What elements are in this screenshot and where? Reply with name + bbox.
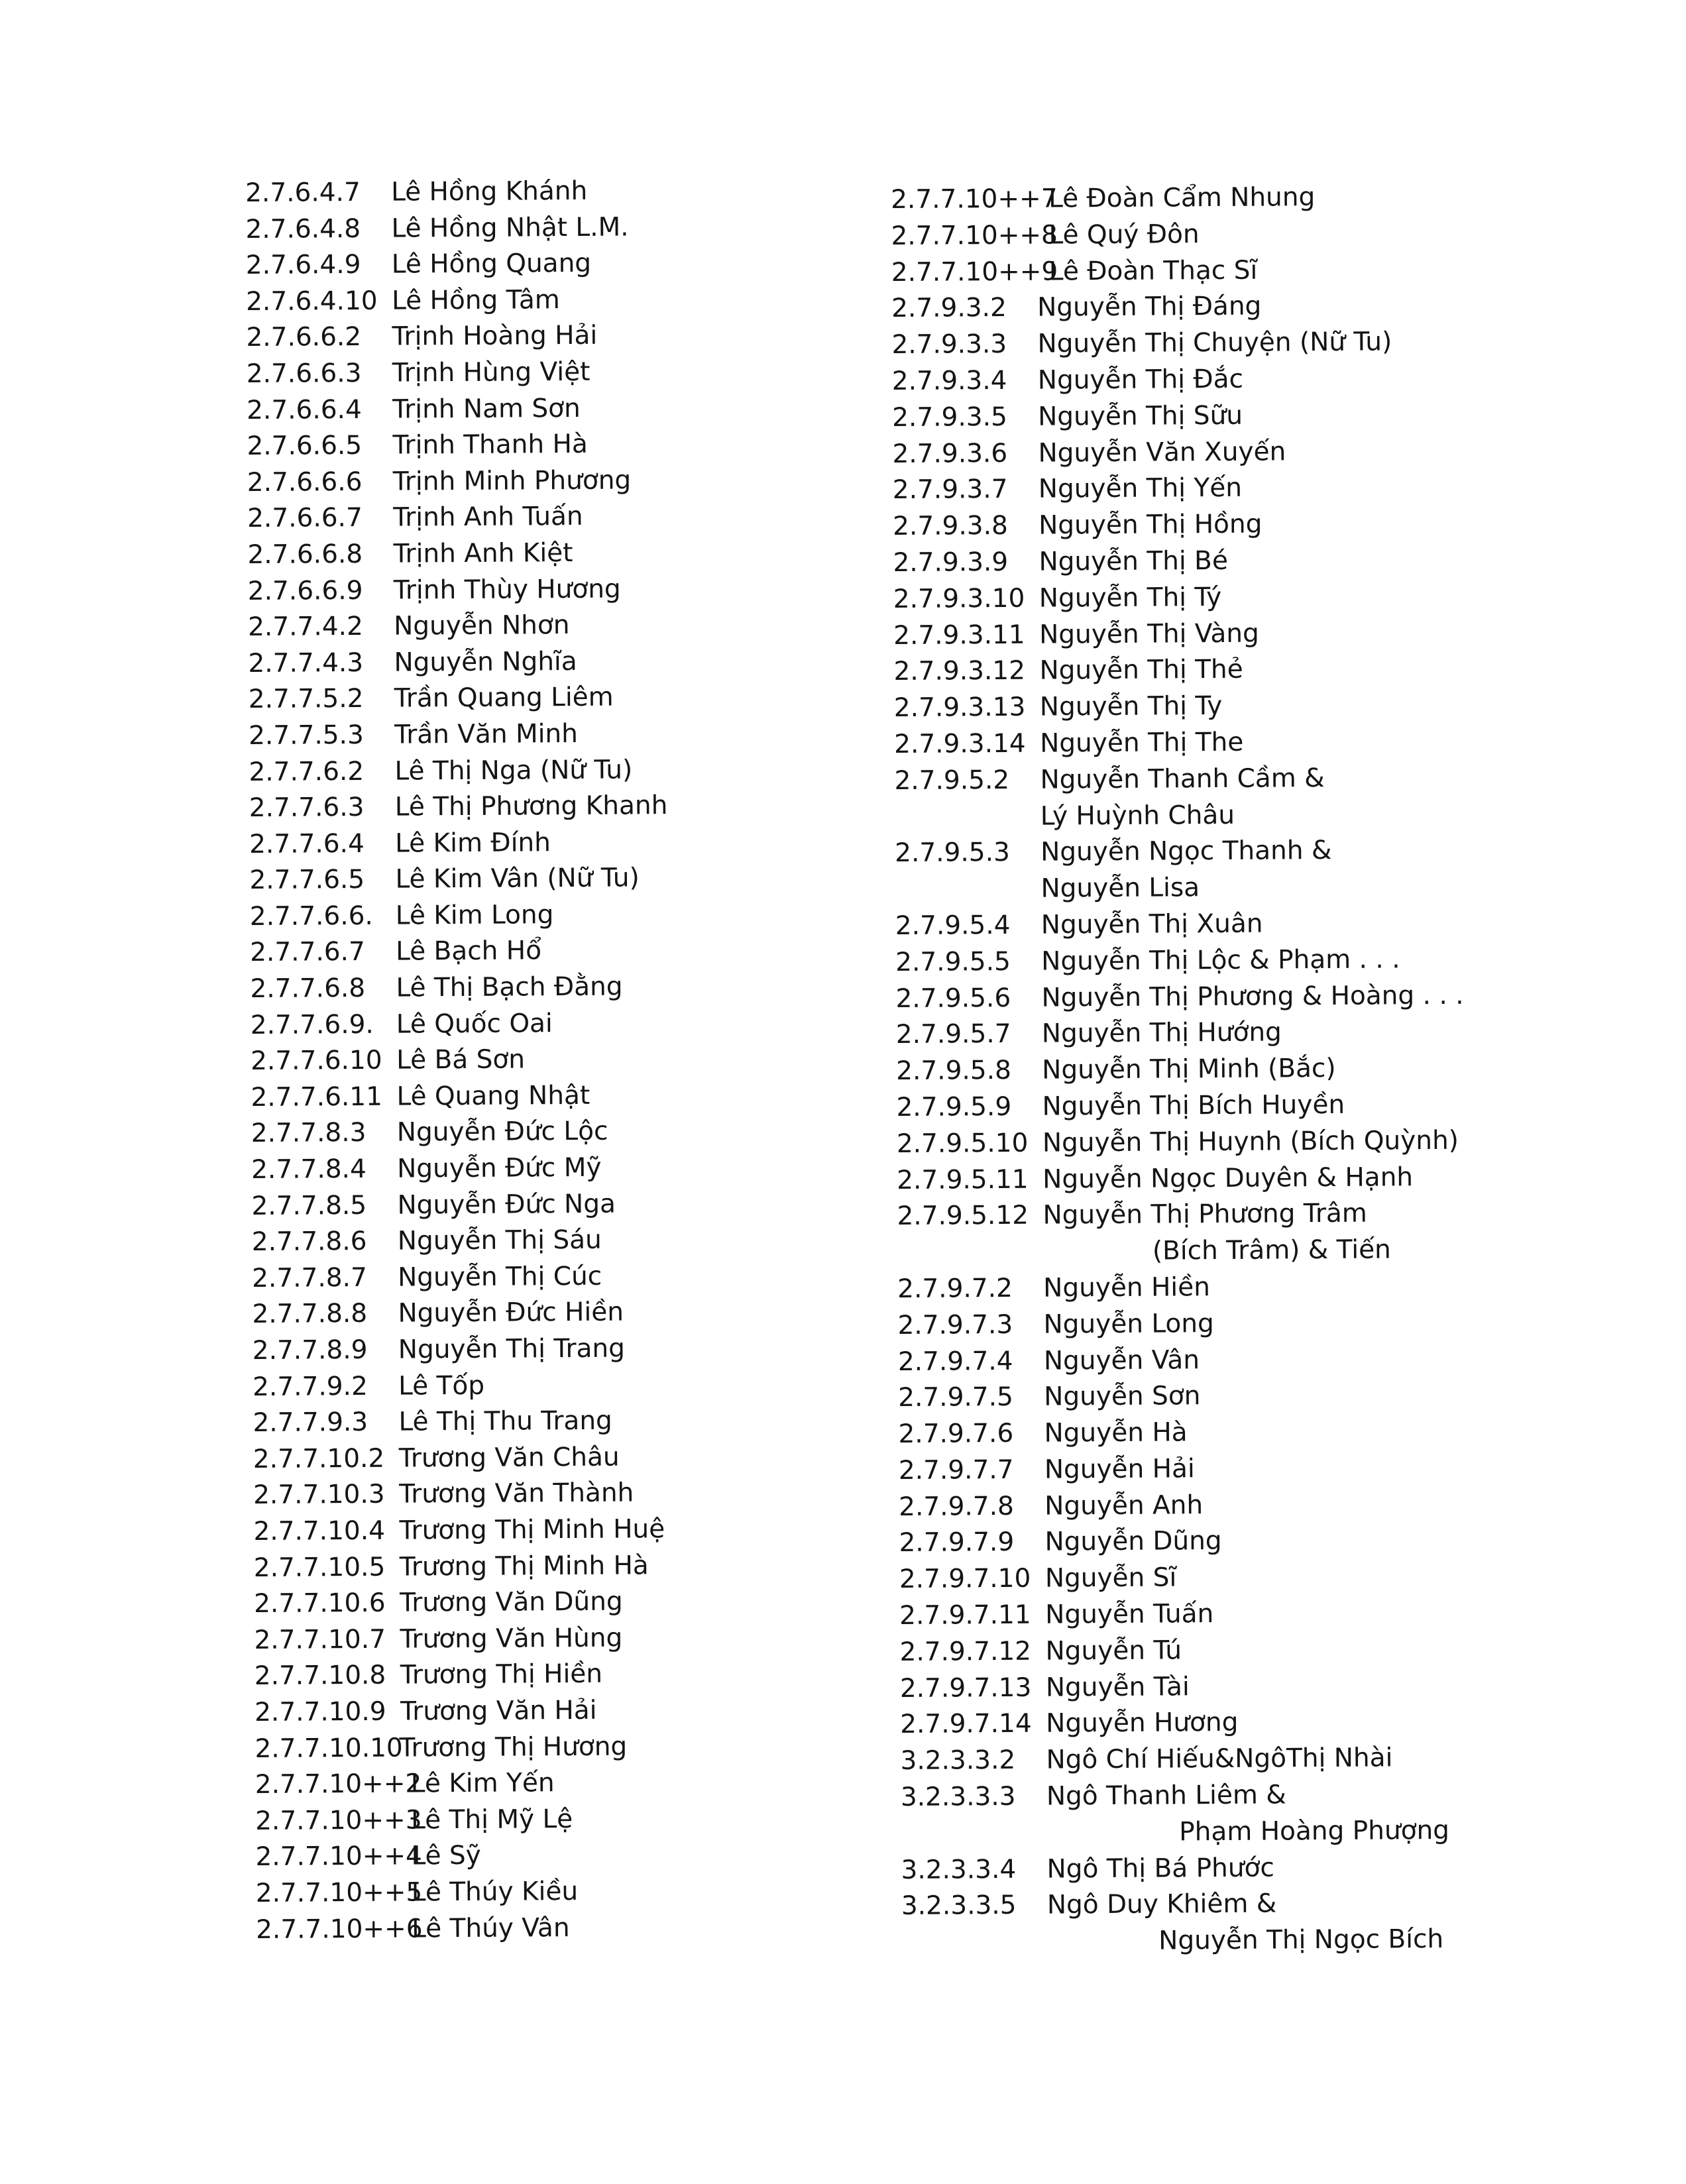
entry-code: 2.7.9.5.5 — [895, 946, 1011, 977]
entry-name: Trịnh Thùy Hương — [393, 574, 621, 606]
entry-code: 2.7.9.7.7 — [898, 1454, 1014, 1486]
entry-name: Lê Bạch Hổ — [396, 936, 542, 967]
entry-code: 2.7.6.6.2 — [246, 322, 362, 353]
entry-code: 2.7.7.5.3 — [249, 720, 364, 751]
entry-name: Nguyễn Thị Xuân — [1040, 908, 1263, 940]
list-item — [247, 353, 883, 392]
entry-name: Trịnh Minh Phương — [392, 465, 632, 497]
list-item — [254, 1547, 890, 1586]
list-item — [891, 215, 1514, 255]
entry-name: Trương Thị Hiền — [400, 1659, 603, 1690]
list-item — [899, 1594, 1522, 1635]
list-item — [245, 172, 881, 211]
entry-code: 2.7.9.3.7 — [892, 474, 1008, 506]
entry-code: 2.7.7.5.2 — [248, 684, 364, 715]
entry-code: 2.7.6.4.7 — [245, 177, 361, 208]
list-item — [250, 967, 886, 1007]
entry-name: Lê Thị Nga (Nữ Tu) — [394, 754, 633, 787]
list-item — [899, 1486, 1522, 1526]
list-item — [248, 570, 884, 610]
entry-name: Ngô Thị Bá Phước — [1046, 1853, 1274, 1884]
entry-code: 2.7.9.5.7 — [895, 1019, 1011, 1050]
list-item — [895, 977, 1518, 1018]
entry-code: 3.2.3.3.4 — [901, 1854, 1017, 1885]
entry-code: 2.7.9.5.8 — [896, 1056, 1011, 1087]
list-item — [253, 1438, 889, 1478]
list-item — [897, 1268, 1520, 1308]
entry-name: Nguyễn Thị Tý — [1039, 582, 1222, 614]
entry-name: Nguyễn Thị Huynh (Bích Quỳnh) — [1042, 1125, 1459, 1158]
entry-code: 2.7.9.3.5 — [892, 402, 1007, 433]
entry-code: 2.7.7.10++3 — [255, 1805, 422, 1836]
entry-code: 2.7.6.6.7 — [247, 503, 363, 534]
list-item — [896, 1050, 1519, 1090]
entry-name: Nguyễn Thị Phương Trâm — [1042, 1198, 1367, 1230]
list-item — [894, 686, 1517, 727]
entry-code: 2.7.7.10.10 — [254, 1733, 403, 1764]
entry-name: Trương Văn Hải — [400, 1695, 597, 1727]
list-item — [251, 1185, 887, 1225]
entry-code: 2.7.7.6.2 — [249, 756, 365, 787]
entry-name: Nguyễn Thanh Cầm & — [1040, 763, 1325, 795]
entry-name: Nguyễn Thị The — [1040, 727, 1244, 759]
entry-code: 2.7.6.4.9 — [245, 250, 361, 281]
list-item — [895, 941, 1518, 981]
entry-continuation: Nguyễn Thị Ngọc Bích — [1158, 1924, 1444, 1956]
entry-code: 2.7.7.10++5 — [255, 1877, 423, 1908]
right-column — [891, 178, 1524, 1961]
entry-code: 2.7.7.9.3 — [253, 1407, 368, 1439]
list-item — [898, 1340, 1521, 1381]
entry-continuation: (Bích Trâm) & Tiến — [1152, 1234, 1391, 1266]
entry-code: 2.7.9.5.6 — [895, 983, 1011, 1014]
entry-code: 2.7.7.6.10 — [251, 1046, 382, 1077]
list-item — [247, 425, 883, 464]
entry-code: 2.7.9.7.4 — [897, 1346, 1013, 1377]
entry-name: Nguyễn Vân — [1043, 1344, 1200, 1376]
entry-name: Lê Thị Phương Khanh — [394, 791, 668, 822]
list-item — [901, 1849, 1524, 1889]
entry-name: Lê Đoàn Thạc Sĩ — [1048, 255, 1258, 287]
list-item — [255, 1800, 891, 1839]
entry-name: Nguyễn Thị Sữu — [1038, 400, 1243, 432]
entry-name: Nguyễn Hiền — [1043, 1272, 1211, 1303]
list-item — [898, 1413, 1521, 1453]
entry-name: Nguyễn Thị Đắc — [1037, 364, 1244, 396]
entry-name: Lê Thị Thu Trang — [398, 1405, 612, 1437]
list-item — [249, 787, 885, 826]
entry-name: Trương Văn Dũng — [400, 1586, 623, 1618]
entry-code: 2.7.7.9.2 — [253, 1371, 368, 1402]
entry-name: Trương Thị Minh Hà — [399, 1550, 649, 1582]
list-item — [897, 1304, 1520, 1344]
entry-code: 2.7.7.6.8 — [250, 973, 366, 1005]
entry-code: 2.7.9.5.9 — [896, 1091, 1012, 1122]
entry-code: 2.7.6.6.9 — [247, 575, 363, 606]
list-item — [898, 1377, 1521, 1417]
entry-name: Nguyễn Sơn — [1044, 1381, 1201, 1412]
list-item — [255, 1835, 891, 1875]
entry-name: Nguyễn Thị Thẻ — [1039, 655, 1243, 686]
entry-name: Nguyễn Tuấn — [1045, 1599, 1214, 1630]
entry-code: 2.7.9.7.12 — [899, 1636, 1032, 1667]
entry-code: 2.7.9.3.14 — [894, 728, 1026, 759]
entry-code: 2.7.9.3.2 — [891, 293, 1007, 324]
list-item — [249, 859, 885, 899]
entry-name: Lê Tốp — [398, 1370, 485, 1401]
entry-code: 2.7.7.8.8 — [252, 1299, 368, 1330]
entry-name: Lê Quốc Oai — [396, 1008, 553, 1040]
list-item — [253, 1510, 889, 1550]
entry-code: 2.7.9.3.4 — [891, 365, 1007, 396]
list-item — [899, 1631, 1522, 1671]
entry-name: Nguyễn Nhơn — [394, 610, 570, 641]
entry-name: Lê Quý Đôn — [1048, 219, 1200, 250]
list-item — [256, 1872, 892, 1912]
list-item — [897, 1231, 1520, 1272]
entry-name: Trịnh Hùng Việt — [392, 356, 590, 388]
entry-code: 3.2.3.3.3 — [900, 1781, 1016, 1813]
list-item — [253, 1329, 889, 1369]
list-item — [892, 360, 1515, 400]
entry-continuation: Phạm Hoàng Phượng — [1179, 1815, 1450, 1847]
list-item — [253, 1366, 889, 1405]
list-item — [899, 1522, 1522, 1562]
entry-code: 2.7.9.3.11 — [893, 620, 1025, 651]
entry-name: Nguyễn Đức Mỹ — [397, 1152, 602, 1184]
entry-name: Nguyễn Ngọc Thanh & — [1040, 836, 1332, 867]
list-item — [251, 1113, 887, 1152]
list-item — [900, 1704, 1523, 1744]
list-item — [896, 1014, 1519, 1054]
entry-name: Nguyễn Hà — [1044, 1417, 1188, 1448]
entry-code: 2.7.7.8.6 — [251, 1227, 367, 1258]
entry-name: Nguyễn Sĩ — [1044, 1562, 1177, 1594]
entry-code: 2.7.7.10.5 — [253, 1552, 386, 1583]
entry-code: 2.7.9.7.11 — [899, 1600, 1031, 1631]
entry-name: Lê Hồng Quang — [391, 248, 592, 280]
entry-name: Ngô Duy Khiêm & — [1046, 1888, 1277, 1921]
entry-code: 2.7.6.4.8 — [245, 213, 361, 245]
list-item — [251, 1040, 887, 1079]
entry-name: Nguyễn Ngọc Duyên & Hạnh — [1042, 1162, 1414, 1195]
entry-code: 2.7.9.7.5 — [898, 1382, 1013, 1413]
list-item — [249, 714, 885, 754]
entry-name: Nguyễn Đức Hiền — [398, 1297, 624, 1329]
entry-code: 2.7.7.6.9. — [250, 1009, 374, 1040]
list-item — [254, 1691, 891, 1731]
entry-name: Nguyễn Văn Xuyến — [1038, 436, 1286, 468]
entry-code: 2.7.7.8.7 — [252, 1262, 367, 1293]
list-item — [248, 606, 884, 645]
entry-code: 2.7.7.10.8 — [254, 1661, 386, 1692]
entry-code: 2.7.9.5.3 — [895, 838, 1010, 869]
entry-name: Nguyễn Thị Yến — [1038, 473, 1243, 505]
entry-code: 2.7.7.10.6 — [254, 1588, 386, 1619]
entry-code: 2.7.9.3.13 — [893, 692, 1026, 724]
entry-code: 2.7.7.10++2 — [254, 1769, 422, 1800]
entry-code: 2.7.6.6.5 — [247, 431, 363, 462]
entry-name: Nguyễn Thị Phương & Hoàng . . . — [1041, 980, 1464, 1013]
entry-name: Lê Kim Vân (Nữ Tu) — [395, 863, 640, 895]
entry-name: Nguyễn Thị Cúc — [398, 1261, 602, 1293]
list-item — [893, 651, 1516, 691]
list-item — [901, 1885, 1524, 1926]
list-item — [249, 751, 885, 791]
entry-name: Nguyễn Thị Hồng — [1039, 509, 1263, 541]
entry-name: Nguyễn Thị Sáu — [397, 1225, 602, 1256]
list-item — [893, 541, 1516, 582]
entry-name: Trịnh Nam Sơn — [392, 393, 581, 425]
list-item — [901, 1921, 1524, 1961]
list-item — [892, 433, 1515, 473]
entry-name: Nguyễn Lisa — [1040, 873, 1200, 904]
list-item — [253, 1474, 889, 1513]
entry-code: 2.7.7.10++7 — [891, 184, 1058, 215]
entry-code: 2.7.7.6.3 — [249, 792, 365, 824]
entry-code: 2.7.9.7.13 — [899, 1672, 1032, 1704]
entry-name: Nguyễn Tú — [1045, 1635, 1182, 1666]
entry-name: Lê Hồng Tâm — [392, 284, 560, 316]
entry-name: Lê Thị Bạch Đằng — [396, 971, 623, 1003]
entry-code: 2.7.6.4.10 — [246, 286, 378, 317]
entry-name: Lê Quang Nhật — [396, 1080, 590, 1112]
entry-name: Lê Kim Đính — [395, 827, 551, 859]
entry-name: Ngô Thanh Liêm & — [1046, 1780, 1286, 1812]
list-item — [892, 396, 1515, 437]
list-item — [252, 1257, 888, 1297]
entry-code: 2.7.7.6.4 — [249, 828, 365, 859]
list-item — [247, 461, 883, 501]
entry-name: Nguyễn Thị Đáng — [1037, 291, 1262, 323]
entry-code: 2.7.9.3.10 — [893, 583, 1025, 614]
entry-name: Nguyễn Anh — [1044, 1490, 1204, 1521]
list-item — [893, 469, 1516, 510]
list-item — [247, 497, 883, 537]
entry-name: Trần Quang Liêm — [394, 682, 614, 714]
entry-code: 2.7.9.7.3 — [897, 1309, 1013, 1340]
entry-code: 2.7.7.10.4 — [253, 1515, 386, 1547]
entry-name: Trịnh Anh Kiệt — [393, 537, 573, 569]
list-item — [245, 208, 881, 248]
entry-code: 2.7.9.3.8 — [893, 511, 1008, 542]
entry-code: 2.7.7.10.9 — [254, 1696, 386, 1727]
entry-name: Nguyễn Long — [1043, 1308, 1214, 1340]
entry-code: 2.7.7.10++8 — [891, 220, 1058, 251]
entry-name: Trương Văn Châu — [398, 1442, 620, 1474]
list-item — [254, 1727, 891, 1767]
list-item — [894, 723, 1517, 763]
entry-name: Trần Văn Minh — [394, 718, 579, 750]
entry-name: Nguyễn Đức Nga — [397, 1189, 616, 1221]
list-item — [893, 578, 1516, 618]
list-item — [254, 1655, 891, 1694]
list-item — [251, 1076, 887, 1116]
entry-code: 2.7.7.8.3 — [251, 1118, 366, 1149]
entry-name: Nguyễn Thị Trang — [398, 1333, 626, 1365]
list-item — [894, 759, 1517, 800]
list-item — [247, 389, 883, 429]
entry-name: Lê Sỹ — [411, 1841, 481, 1871]
entry-code: 2.7.6.6.8 — [247, 539, 363, 570]
list-item — [895, 796, 1518, 836]
list-item — [251, 1004, 887, 1044]
entry-name: Trịnh Hoàng Hải — [392, 321, 598, 353]
list-item — [251, 1148, 887, 1188]
list-item — [899, 1558, 1522, 1599]
entry-name: Trương Văn Hùng — [400, 1623, 623, 1655]
entry-name: Trương Thị Hương — [399, 1731, 628, 1763]
entry-code: 2.7.9.7.10 — [899, 1564, 1031, 1595]
list-item — [896, 1086, 1519, 1126]
entry-code: 2.7.6.6.4 — [247, 394, 362, 425]
entry-code: 2.7.7.6.6. — [249, 901, 374, 932]
list-item — [900, 1667, 1523, 1708]
list-item — [252, 1293, 888, 1333]
list-item — [895, 832, 1518, 873]
list-item — [253, 1401, 889, 1441]
entry-code: 2.7.7.4.3 — [248, 647, 364, 679]
entry-name: Nguyễn Dũng — [1044, 1526, 1222, 1558]
entry-code: 2.7.7.8.4 — [251, 1154, 366, 1185]
left-column — [245, 172, 892, 1948]
entry-code: 2.7.9.7.14 — [900, 1709, 1032, 1740]
list-item — [254, 1582, 890, 1622]
entry-code: 2.7.6.6.6 — [247, 466, 363, 498]
entry-code: 2.7.7.4.2 — [248, 612, 363, 643]
entry-name: Nguyễn Thị Chuyện (Nữ Tu) — [1037, 327, 1392, 359]
list-item — [893, 614, 1516, 655]
list-item — [899, 1449, 1522, 1490]
list-item — [897, 1195, 1520, 1236]
entry-name: Trương Văn Thành — [399, 1478, 634, 1509]
list-item — [254, 1619, 890, 1659]
list-item — [250, 895, 886, 935]
entry-name: Trịnh Thanh Hà — [392, 429, 588, 461]
list-item — [248, 642, 884, 682]
entry-code: 2.7.7.6.7 — [250, 937, 365, 968]
entry-code: 2.7.7.10++4 — [255, 1841, 423, 1873]
entry-name: Nguyễn Nghĩa — [394, 646, 577, 678]
list-item — [255, 1763, 891, 1803]
entry-name: Nguyễn Hương — [1046, 1708, 1239, 1739]
entry-name: Lê Thị Mỹ Lệ — [411, 1804, 573, 1835]
entry-name: Nguyễn Tài — [1045, 1671, 1190, 1703]
list-item — [891, 288, 1514, 328]
list-item — [252, 1221, 888, 1260]
list-item — [249, 678, 885, 718]
entry-code: 2.7.7.8.5 — [251, 1190, 367, 1221]
entry-code: 2.7.9.7.8 — [899, 1491, 1015, 1522]
list-item — [246, 244, 882, 284]
entry-name: Trương Thị Minh Huệ — [399, 1514, 665, 1546]
entry-code: 2.7.9.5.11 — [897, 1164, 1029, 1195]
list-item — [250, 932, 886, 971]
entry-code: 3.2.3.3.5 — [901, 1890, 1017, 1922]
list-item — [895, 868, 1518, 908]
list-item — [901, 1776, 1524, 1816]
list-item — [891, 178, 1514, 219]
entry-code: 2.7.6.6.3 — [246, 358, 362, 389]
entry-code: 2.7.7.10++9 — [891, 256, 1058, 288]
entry-name: Lê Thúy Vân — [412, 1912, 570, 1944]
entry-name: Nguyễn Đức Lộc — [396, 1117, 608, 1148]
entry-name: Trịnh Anh Tuấn — [393, 502, 583, 533]
entry-name: Lê Kim Long — [395, 900, 554, 931]
entry-code: 2.7.7.10.2 — [253, 1443, 385, 1474]
entry-name: Nguyễn Thị Bé — [1039, 545, 1228, 577]
entry-name: Nguyễn Thị Vàng — [1039, 618, 1259, 650]
entry-name: Ngô Chí Hiếu&NgôThị Nhài — [1046, 1743, 1393, 1775]
list-item — [891, 251, 1514, 292]
list-item — [900, 1739, 1523, 1780]
entry-name: Lê Bá Sơn — [396, 1044, 526, 1075]
list-item — [246, 280, 882, 320]
entry-name: Nguyễn Thị Minh (Bắc) — [1042, 1054, 1336, 1085]
entry-code: 2.7.9.5.4 — [895, 910, 1011, 941]
list-item — [893, 505, 1516, 545]
list-item — [249, 823, 885, 863]
entry-code: 2.7.7.6.11 — [251, 1081, 383, 1113]
entry-code: 3.2.3.3.2 — [900, 1745, 1016, 1776]
entry-code: 2.7.9.3.12 — [893, 656, 1026, 687]
entry-code: 2.7.9.7.9 — [899, 1527, 1015, 1558]
list-item — [895, 904, 1518, 945]
entry-code: 2.7.7.10++6 — [256, 1913, 423, 1945]
list-item — [256, 1908, 892, 1948]
entry-name: Nguyễn Thị Ty — [1039, 691, 1223, 722]
entry-name: Lê Đoàn Cẩm Nhung — [1048, 182, 1316, 214]
entry-code: 2.7.9.5.2 — [894, 765, 1010, 796]
entry-code: 2.7.9.3.3 — [891, 329, 1007, 360]
list-item — [246, 317, 882, 356]
entry-name: Lê Hồng Khánh — [391, 176, 588, 207]
list-item — [901, 1812, 1524, 1853]
entry-code: 2.7.9.3.9 — [893, 547, 1009, 578]
entry-code: 2.7.7.10.7 — [254, 1624, 386, 1655]
list-item — [897, 1122, 1520, 1163]
entry-name: Lê Thúy Kiều — [411, 1876, 579, 1908]
entry-name: Nguyễn Hải — [1044, 1454, 1195, 1485]
entry-code: 2.7.9.5.12 — [897, 1201, 1029, 1232]
entry-name: Lý Huỳnh Châu — [1040, 800, 1235, 832]
entry-code: 2.7.9.7.2 — [897, 1273, 1013, 1304]
list-item — [897, 1159, 1520, 1199]
entry-code: 2.7.7.8.9 — [252, 1335, 368, 1366]
entry-name: Nguyễn Thị Lộc & Phạm . . . — [1041, 944, 1400, 977]
list-item — [891, 323, 1514, 364]
entry-code: 2.7.7.6.5 — [249, 865, 365, 896]
list-item — [247, 533, 883, 573]
entry-name: Nguyễn Thị Bích Huyền — [1042, 1089, 1345, 1122]
entry-code: 2.7.9.5.10 — [896, 1128, 1029, 1159]
entry-code: 2.7.9.7.6 — [898, 1418, 1014, 1450]
entry-code: 2.7.7.10.3 — [253, 1480, 385, 1511]
entry-code: 2.7.9.3.6 — [892, 438, 1008, 469]
entry-name: Lê Kim Yến — [410, 1768, 555, 1799]
entry-name: Lê Hồng Nhật L.M. — [391, 212, 629, 244]
entry-name: Nguyễn Thị Hướng — [1041, 1017, 1282, 1049]
